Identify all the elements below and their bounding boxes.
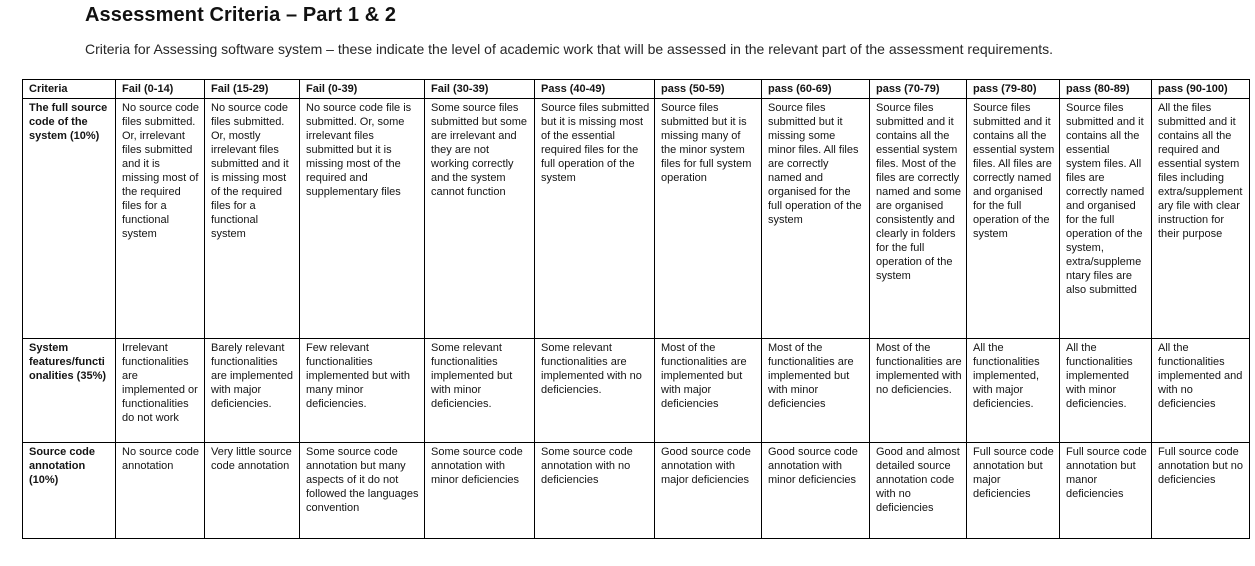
rubric-cell: Source files submitted but it is missing most of the essential required files for the full operation of the system (535, 99, 655, 339)
table-header-row (23, 80, 1250, 99)
rubric-cell: No source code file is submitted. Or, some irrelevant files submitted but it is missing most of the required and supplementary files (300, 99, 425, 339)
rubric-cell: Very little source code annotation (205, 443, 300, 539)
rubric-cell: All the functionalities implemented, with major deficiencies. (967, 339, 1060, 443)
table-row (23, 339, 1250, 443)
rubric-cell: Some source code annotation with no deficiencies (535, 443, 655, 539)
rubric-cell: Irrelevant functionalities are implemented or functionalities do not work (116, 339, 205, 443)
rubric-cell: No source code files submitted. Or, irrelevant files submitted and it is missing most of the required files for a functional system (116, 99, 205, 339)
rubric-cell: Some source code annotation but many aspects of it do not followed the languages convention (300, 443, 425, 539)
col-header-pass-60-69: pass (60-69) (762, 80, 870, 99)
rubric-cell: Full source code annotation but major deficiencies (967, 443, 1060, 539)
rubric-cell: Source files submitted and it contains all the essential system files. All files are correctly named and organised for the full operation of the system, extra/supplementary files are also submitted (1060, 99, 1152, 339)
rubric-cell: Good source code annotation with minor deficiencies (762, 443, 870, 539)
rubric-cell: All the files submitted and it contains all the required and essential system files including extra/supplementary file with clear instruction for their purpose (1152, 99, 1250, 339)
rubric-cell: All the functionalities implemented and with no deficiencies (1152, 339, 1250, 443)
rubric-cell: Most of the functionalities are implemented but with minor deficiencies (762, 339, 870, 443)
col-header-fail-0-39: Fail (0-39) (300, 80, 425, 99)
row-label-full-source-code: The full source code of the system (10%) (23, 99, 116, 339)
rubric-cell: Source files submitted but it is missing many of the minor system files for full system operation (655, 99, 762, 339)
rubric-cell: Some relevant functionalities implemented but with minor deficiencies. (425, 339, 535, 443)
col-header-fail-0-14: Fail (0-14) (116, 80, 205, 99)
rubric-cell: No source code annotation (116, 443, 205, 539)
col-header-criteria: Criteria (23, 80, 116, 99)
table-row (23, 99, 1250, 339)
rubric-cell: Most of the functionalities are implemented but with major deficiencies (655, 339, 762, 443)
rubric-cell: Source files submitted and it contains all the essential system files. All files are correctly named and organised for the full operation of the system (967, 99, 1060, 339)
page-title: Assessment Criteria – Part 1 & 2 (85, 4, 397, 26)
rubric-cell: Good source code annotation with major deficiencies (655, 443, 762, 539)
col-header-pass-70-79: pass (70-79) (870, 80, 967, 99)
col-header-pass-50-59: pass (50-59) (655, 80, 762, 99)
rubric-cell: Barely relevant functionalities are implemented with major deficiencies. (205, 339, 300, 443)
row-label-source-code-annotation: Source code annotation (10%) (23, 443, 116, 539)
rubric-cell: Few relevant functionalities implemented but with many minor deficiencies. (300, 339, 425, 443)
rubric-cell: Some relevant functionalities are implemented with no deficiencies. (535, 339, 655, 443)
rubric-cell: Good and almost detailed source annotation code with no deficiencies (870, 443, 967, 539)
col-header-pass-40-49: Pass (40-49) (535, 80, 655, 99)
rubric-cell: No source code files submitted. Or, mostly irrelevant files submitted and it is missing most of the required files for a functional system (205, 99, 300, 339)
document-page (0, 4, 1255, 566)
col-header-pass-90-100: pass (90-100) (1152, 80, 1250, 99)
rubric-cell: Full source code annotation but no deficiencies (1152, 443, 1250, 539)
page-subtitle: Criteria for Assessing software system – these indicate the level of academic work that will be assessed in the relevant part of the assessment requirements. (85, 41, 1054, 57)
rubric-cell: Some source files submitted but some are irrelevant and they are not working correctly and the system cannot function (425, 99, 535, 339)
col-header-pass-79-80: pass (79-80) (967, 80, 1060, 99)
col-header-fail-15-29: Fail (15-29) (205, 80, 300, 99)
assessment-rubric-table (22, 79, 1250, 539)
rubric-cell: Most of the functionalities are implemented with no deficiencies. (870, 339, 967, 443)
col-header-fail-30-39: Fail (30-39) (425, 80, 535, 99)
rubric-cell: Some source code annotation with minor deficiencies (425, 443, 535, 539)
rubric-cell: All the functionalities implemented with minor deficiencies. (1060, 339, 1152, 443)
row-label-system-features: System features/functionalities (35%) (23, 339, 116, 443)
table-row (23, 443, 1250, 539)
rubric-cell: Source files submitted but it missing some minor files. All files are correctly named and organised for the full operation of the system (762, 99, 870, 339)
col-header-pass-80-89: pass (80-89) (1060, 80, 1152, 99)
rubric-cell: Source files submitted and it contains all the essential system files. Most of the files are correctly named and some are organised consistently and clearly in folders for the full operation of the system (870, 99, 967, 339)
rubric-cell: Full source code annotation but manor deficiencies (1060, 443, 1152, 539)
